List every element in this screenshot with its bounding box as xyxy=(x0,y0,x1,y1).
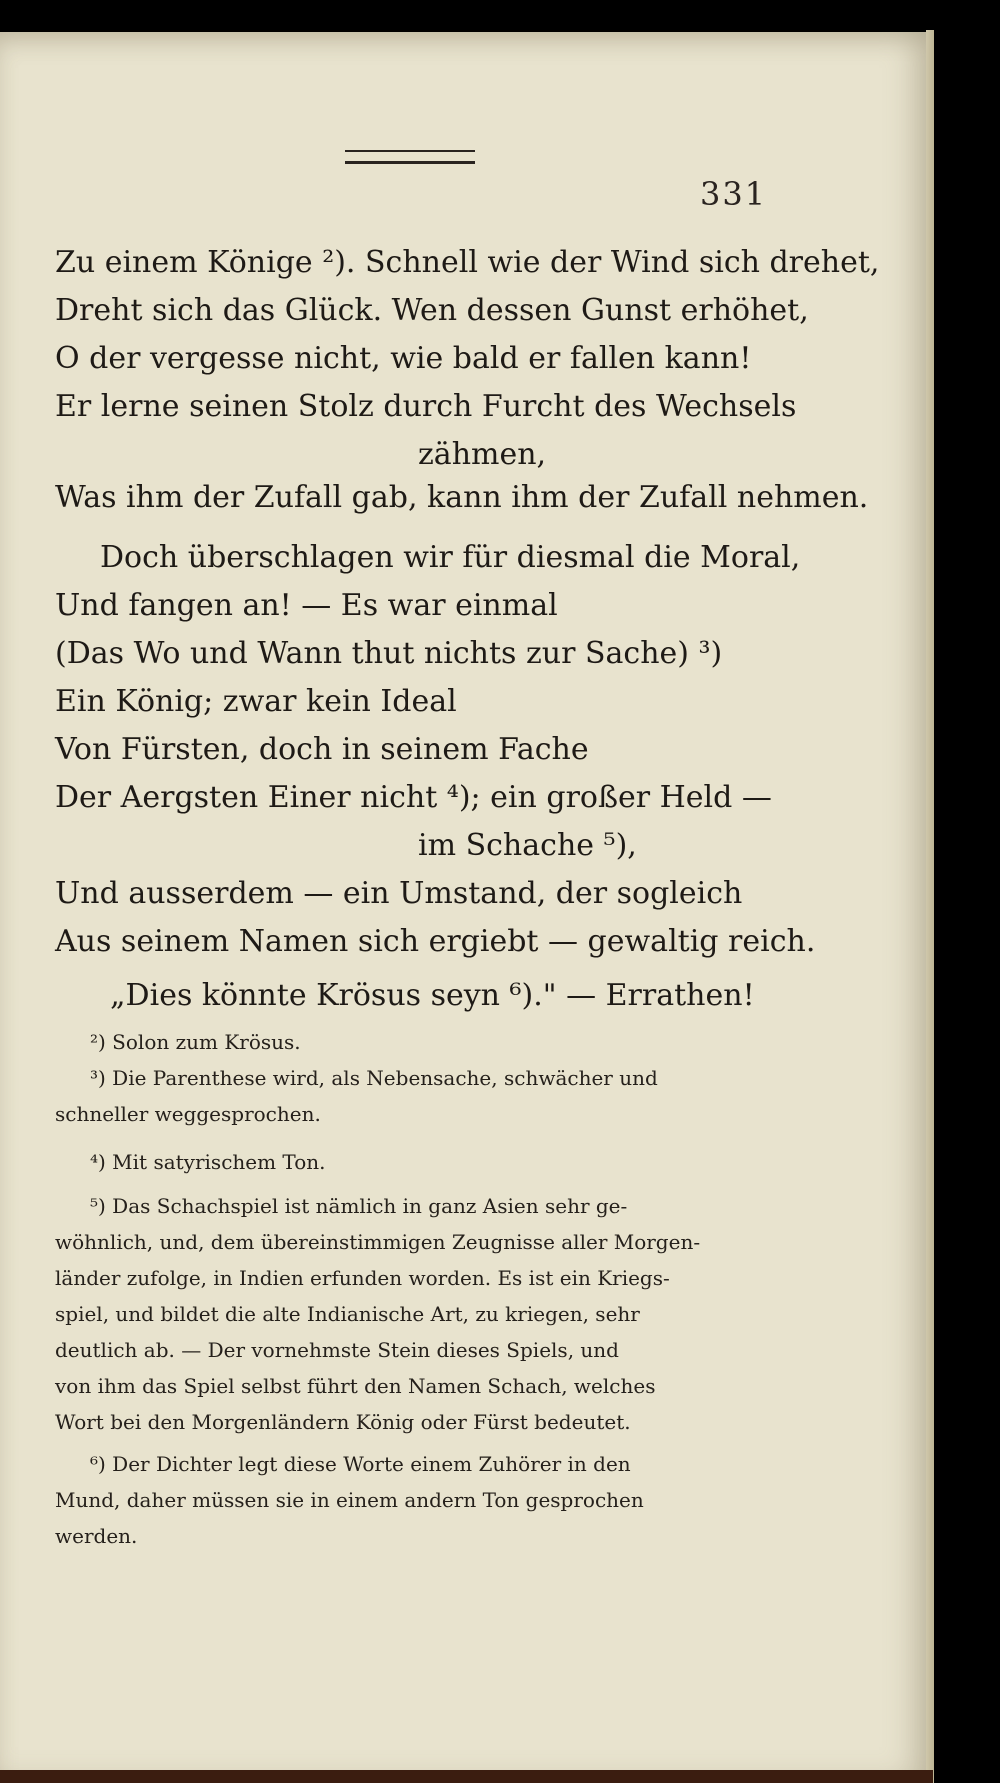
verse-line: zähmen, xyxy=(418,437,547,472)
verse-line: Der Aergsten Einer nicht ⁴); ein großer Held — xyxy=(55,780,772,815)
footnote-2: ²) Solon zum Krösus. xyxy=(90,1030,301,1054)
verse-line: Dreht sich das Glück. Wen dessen Gunst erhöhet, xyxy=(55,293,809,328)
verse-line: Aus seinem Namen sich ergiebt — gewaltig reich. xyxy=(55,924,816,959)
footnote-3-cont: schneller weggesprochen. xyxy=(55,1102,321,1126)
book-cover-edge xyxy=(0,1770,933,1783)
footnote-5-cont: länder zufolge, in Indien erfunden worden. Es ist ein Kriegs- xyxy=(55,1266,670,1290)
footnote-5-cont: Wort bei den Morgenländern König oder Fürst bedeutet. xyxy=(55,1410,631,1434)
verse-line: „Dies könnte Krösus seyn ⁶)." — Errathen! xyxy=(110,978,755,1013)
footnote-5-cont: von ihm das Spiel selbst führt den Namen Schach, welches xyxy=(55,1374,656,1398)
header-rule xyxy=(345,150,475,164)
verse-line: Er lerne seinen Stolz durch Furcht des Wechsels xyxy=(55,389,797,424)
verse-line: O der vergesse nicht, wie bald er fallen kann! xyxy=(55,341,752,376)
footnote-4: ⁴) Mit satyrischem Ton. xyxy=(90,1150,326,1174)
footnote-6-cont: Mund, daher müssen sie in einem andern Ton gesprochen xyxy=(55,1488,644,1512)
verse-line: Und fangen an! — Es war einmal xyxy=(55,588,558,623)
page-number: 331 xyxy=(700,175,768,213)
footnote-5-cont: wöhnlich, und, dem übereinstimmigen Zeugnisse aller Morgen- xyxy=(55,1230,701,1254)
verse-line: im Schache ⁵), xyxy=(418,828,637,863)
verse-line: Ein König; zwar kein Ideal xyxy=(55,684,457,719)
verse-line: Von Fürsten, doch in seinem Fache xyxy=(55,732,589,767)
footnote-5: ⁵) Das Schachspiel ist nämlich in ganz Asien sehr ge- xyxy=(90,1194,628,1218)
footnote-5-cont: spiel, und bildet die alte Indianische Art, zu kriegen, sehr xyxy=(55,1302,640,1326)
verse-line: (Das Wo und Wann thut nichts zur Sache) ³) xyxy=(55,636,723,671)
footnote-3: ³) Die Parenthese wird, als Nebensache, schwächer und xyxy=(90,1066,658,1090)
verse-line: Zu einem Könige ²). Schnell wie der Wind sich drehet, xyxy=(55,245,880,280)
verse-line: Doch überschlagen wir für diesmal die Moral, xyxy=(100,540,801,575)
footnote-6: ⁶) Der Dichter legt diese Worte einem Zuhörer in den xyxy=(90,1452,631,1476)
footnote-5-cont: deutlich ab. — Der vornehmste Stein dieses Spiels, und xyxy=(55,1338,619,1362)
verse-line: Und ausserdem — ein Umstand, der sogleich xyxy=(55,876,743,911)
verse-line: Was ihm der Zufall gab, kann ihm der Zufall nehmen. xyxy=(55,480,869,515)
page-edge xyxy=(926,30,934,1783)
footnote-6-cont: werden. xyxy=(55,1524,138,1548)
